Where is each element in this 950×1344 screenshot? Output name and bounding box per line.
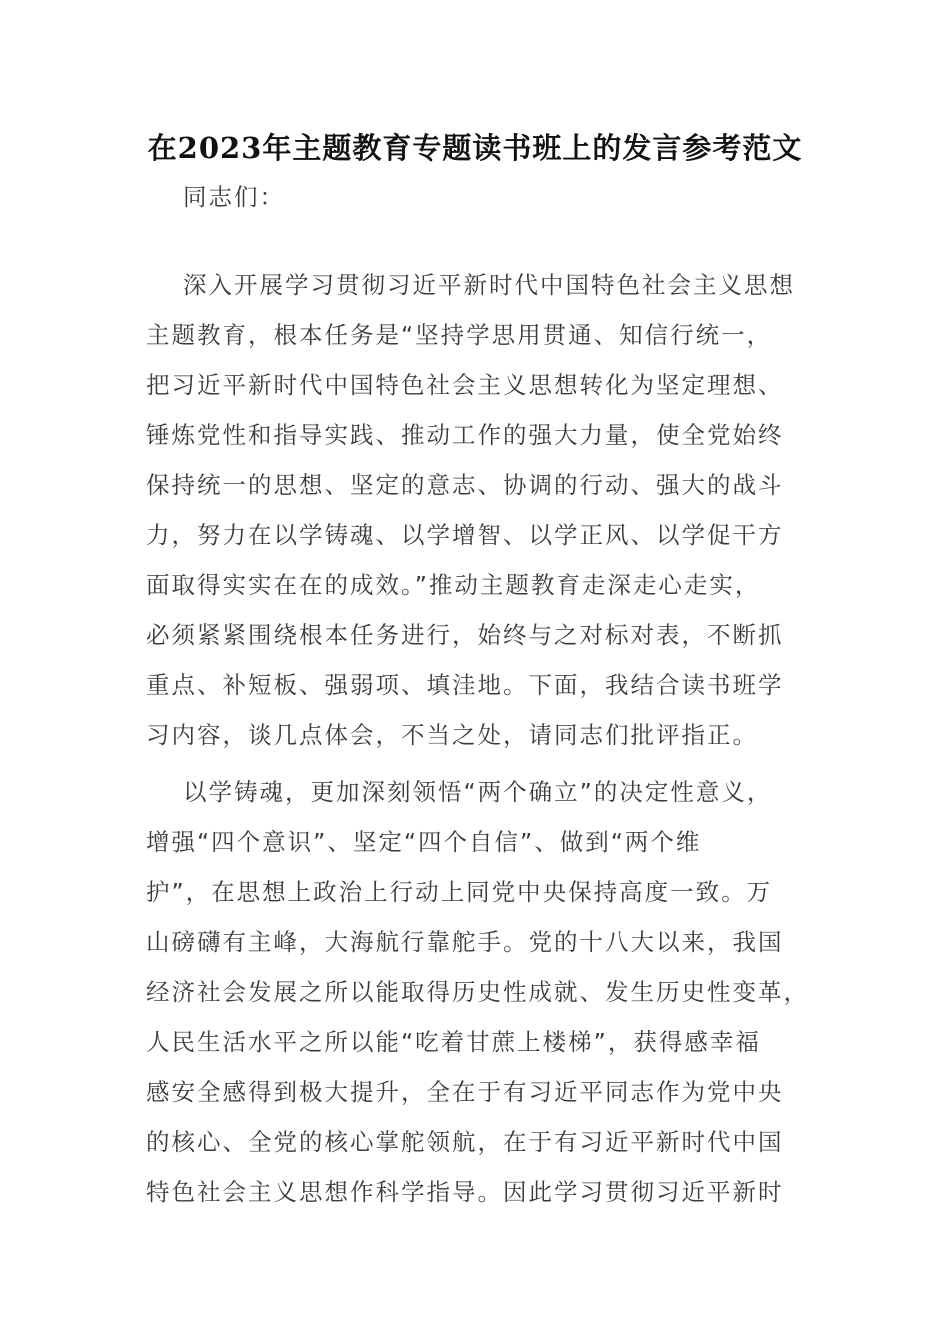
paragraph-line: 主题教育，根本任务是“坚持学思用贯通、知信行统一，: [146, 321, 773, 349]
salutation: [146, 172, 808, 222]
paragraph-line: 面取得实实在在的成效。”推动主题教育走深走心走实，: [146, 571, 761, 599]
paragraph-line: 保持统一的思想、坚定的意志、协调的行动、强大的战斗: [146, 471, 784, 499]
paragraph-1: [146, 260, 808, 760]
paragraph-line: 的核心、全党的核心掌舵领航，在于有习近平新时代中国: [146, 1128, 784, 1156]
paragraph-line: 人民生活水平之所以能“吃着甘蔗上楼梯”，获得感幸福: [146, 1028, 761, 1056]
paragraph-line: 增强“四个意识”、坚定“四个自信”、做到“两个维: [146, 828, 702, 856]
paragraph-line: 把习近平新时代中国特色社会主义思想转化为坚定理想、: [146, 371, 784, 399]
paragraph-line: 以学铸魂，更加深刻领悟“两个确立”的决定性意义，: [183, 778, 773, 806]
paragraph-line: 经济社会发展之所以能取得历史性成就、发生历史性变革，: [146, 978, 809, 1006]
salutation-text: 同志们：: [183, 183, 285, 211]
paragraph-line: 护”，在思想上政治上行动上同党中央保持高度一致。万: [146, 878, 773, 906]
paragraph-line: 特色社会主义思想作科学指导。因此学习贯彻习近平新时: [146, 1178, 784, 1206]
paragraph-line: 习内容，谈几点体会，不当之处，请同志们批评指正。: [146, 721, 758, 749]
paragraph-2: [146, 767, 808, 1217]
paragraph-line: 力，努力在以学铸魂、以学增智、以学正风、以学促干方: [146, 521, 784, 549]
paragraph-line: 山磅礴有主峰，大海航行靠舵手。党的十八大以来，我国: [146, 928, 784, 956]
paragraph-line: 锤炼党性和指导实践、推动工作的强大力量，使全党始终: [146, 421, 784, 449]
document-title: 在2023年主题教育专题读书班上的发言参考范文: [147, 131, 803, 165]
paragraph-line: 重点、补短板、强弱项、填洼地。下面，我结合读书班学: [146, 671, 784, 699]
paragraph-line: 深入开展学习贯彻习近平新时代中国特色社会主义思想: [183, 271, 795, 299]
paragraph-line: 感安全感得到极大提升，全在于有习近平同志作为党中央: [146, 1078, 784, 1106]
paragraph-line: 必须紧紧围绕根本任务进行，始终与之对标对表，不断抓: [146, 621, 784, 649]
